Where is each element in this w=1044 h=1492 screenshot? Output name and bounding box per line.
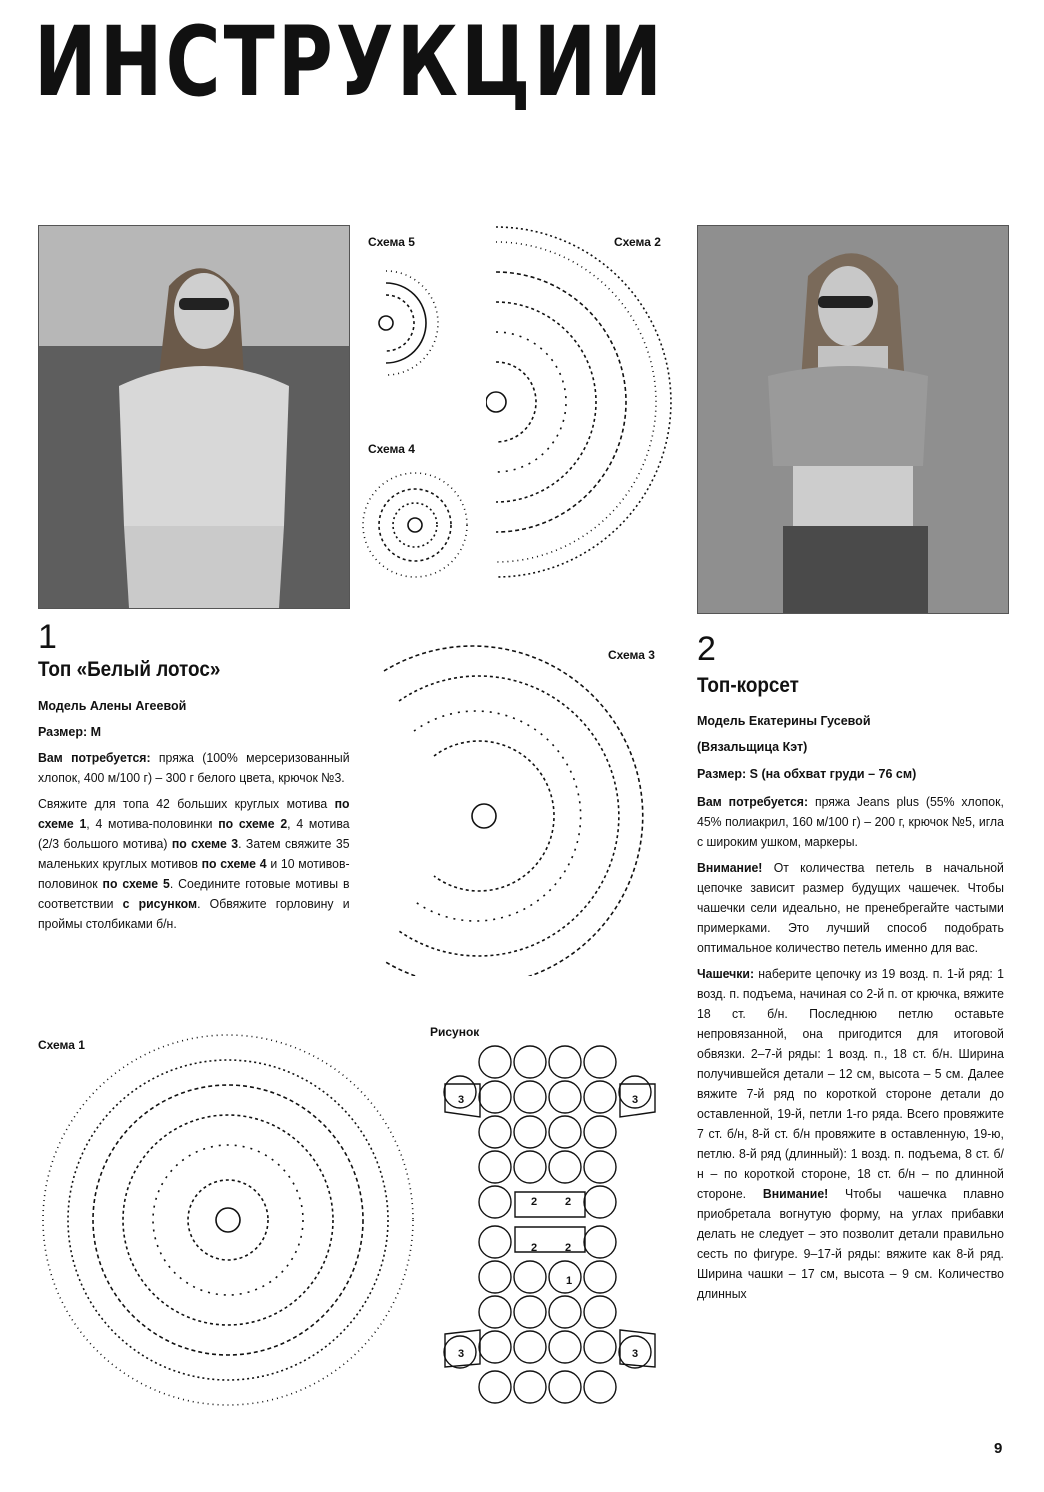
scheme-1-diagram (38, 1025, 418, 1415)
model-1-text-m: . Обвяжите горловину и проймы столбиками б/н. (38, 896, 350, 931)
scheme-5-diagram (370, 262, 450, 384)
model-1-number: 1 (38, 618, 57, 656)
model-2-cups-text-b: Чтобы чашечка плавно приобретала вогнутую форму, на углах прибавки делать не следует – это позволит детали правильно сесть по фигуре. 9–17-й ряды: вяжите как 8-й ряд. Ширина чашки – 17 см, высота – 9 см. Количество длинных (697, 1186, 1004, 1301)
figure-part-2-c: 2 (531, 1242, 538, 1254)
model-2-body (697, 792, 1004, 1310)
figure-part-2-d: 2 (565, 1242, 572, 1254)
page-number: 9 (994, 1440, 1003, 1457)
model-1-text-i: и 10 мотивов-половинок (38, 856, 350, 891)
scheme-2-diagram (486, 222, 676, 592)
figure-part-2-b: 2 (565, 1196, 572, 1208)
page-title: ИНСТРУКЦИИ (34, 6, 666, 118)
model-1-text-d: по схеме 2 (218, 816, 288, 831)
model-2-author: Модель Екатерины Гусевой (697, 714, 871, 728)
model-1-photo (38, 225, 350, 609)
figure-part-2-a: 2 (531, 1196, 538, 1208)
model-2-size: Размер: S (на обхват груди – 76 см) (697, 767, 917, 781)
model-1-text-l: с рисунком (122, 896, 198, 911)
model-2-cups-label: Чашечки: (697, 966, 755, 981)
model-1-author: Модель Алены Агеевой (38, 699, 187, 713)
figure-part-1: 1 (566, 1275, 573, 1287)
model-1-body (38, 748, 350, 940)
model-2-needs (697, 792, 1004, 852)
model-1-text-k: . Соедините готовые мотивы в соответствии (38, 876, 350, 911)
figure-label: Рисунок (430, 1025, 480, 1039)
model-1-text-b: по схеме 1 (38, 796, 350, 831)
model-1-text-e: , 4 мотива (2/3 большого мотива) (38, 816, 350, 851)
model-2-knitter: (Вязальщица Кэт) (697, 740, 808, 754)
model-1-needs-label: Вам потребуется: (38, 750, 151, 765)
model-1-text-f: по схеме 3 (171, 836, 239, 851)
model-1-text-h: по схеме 4 (201, 856, 267, 871)
model-2-attention-label: Внимание! (697, 860, 763, 875)
model-2-needs-text: пряжа Jeans plus (55% хлопок, 45% полиакрил, 160 м/100 г) – 200 г, крючок №5, игла с широким ушком, маркеры. (697, 794, 1004, 849)
figure-part-3-bottom-right: 3 (632, 1348, 639, 1360)
model-1-instructions (38, 794, 350, 934)
model-2-attention-text: От количества петель в начальной цепочке зависит размер будущих чашечек. Чтобы чашечки сели идеально, не пренебрегайте частыми примерками. Это лучший способ подобрать оптимальное количество петель именно для вас. (697, 860, 1004, 955)
model-2-needs-label: Вам потребуется: (697, 794, 809, 809)
figure-part-3-top-left: 3 (458, 1094, 465, 1106)
figure-part-3-top-right: 3 (632, 1094, 639, 1106)
model-2-cups-text-a: наберите цепочку из 19 возд. п. 1-й ряд: 1 возд. п. подъема, начиная со 2-й п. от крючка, вяжите 18 ст. б/н. Последнюю петлю оставьте непровязанной, она пригодится для итоговой обвязки. 2–7-й ряды: 1 возд. п., 18 ст. б/н. Ширина получившейся детали – 12 см, высота – 5 см. Далее вяжите 7-й ряд по короткой стороне детали до оставленной, 19-й, петли 1-го ряда. Всего провяжите 7 ст. б/н, 8-й ст. б/н провяжите в оставленную, 19-ю, петлю. 8-й ряд (длинный): 1 возд. п. подъема, 8 ст. б/н – по короткой стороне, 18 ст. б/н – по длинной стороне. (697, 966, 1004, 1201)
scheme-4-label: Схема 4 (368, 442, 415, 456)
model-1-needs (38, 748, 350, 788)
scheme-3-diagram (374, 636, 684, 976)
model-2-attention2-label: Внимание! (762, 1186, 829, 1201)
model-2-number: 2 (697, 630, 716, 668)
model-2-attention (697, 858, 1004, 958)
model-1-title: Топ «Белый лотос» (38, 658, 221, 681)
scheme-4-diagram (360, 466, 470, 584)
figure-part-3-bottom-left: 3 (458, 1348, 465, 1360)
model-1-text-g: . Затем свяжите 35 маленьких круглых мотивов (38, 836, 350, 871)
model-1-text-j: по схеме 5 (102, 876, 170, 891)
model-1-needs-text: пряжа (100% мерсеризованный хлопок, 400 м/100 г) – 300 г белого цвета, крючок №3. (38, 750, 350, 785)
scheme-1-label: Схема 1 (38, 1038, 85, 1052)
model-1-text-c: , 4 мотива-половинки (86, 816, 219, 831)
model-2-photo (697, 225, 1009, 614)
scheme-2-label: Схема 2 (614, 235, 661, 249)
model-1-text-a: Свяжите для топа 42 больших круглых мотива (38, 796, 335, 811)
scheme-5-label: Схема 5 (368, 235, 415, 249)
model-2-cups (697, 964, 1004, 1304)
model-1-size: Размер: М (38, 725, 102, 739)
assembly-figure (440, 1042, 660, 1412)
model-2-title: Топ-корсет (697, 674, 799, 697)
scheme-3-label: Схема 3 (608, 648, 655, 662)
